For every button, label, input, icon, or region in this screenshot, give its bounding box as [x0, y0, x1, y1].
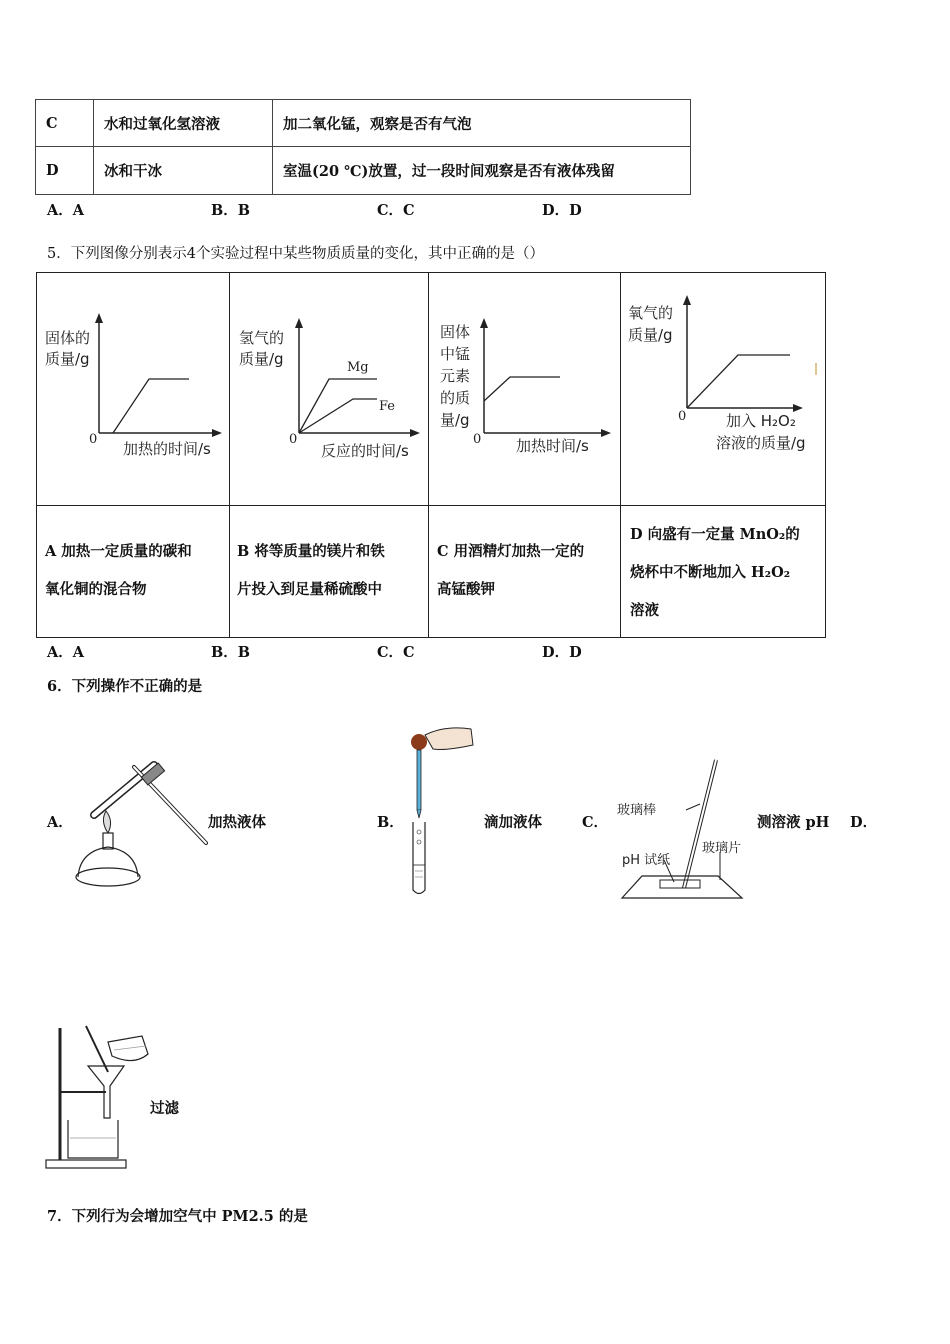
- desc-line: 烧杯中不断地加入 H₂O₂: [630, 564, 791, 581]
- option-a-letter[interactable]: A．: [47, 814, 73, 831]
- desc-d: [630, 516, 825, 630]
- y-label: 固体: [440, 323, 471, 341]
- desc-a: [45, 533, 227, 609]
- answer-a[interactable]: A．A: [47, 644, 85, 661]
- desc-line: A 加热一定质量的碳和: [45, 543, 192, 560]
- y-label: 氢气的: [239, 329, 285, 347]
- desc-c: [437, 533, 619, 609]
- y-label: 质量/g: [628, 326, 673, 344]
- mg-line-label: Mg: [347, 360, 369, 375]
- option-b-text: 滴加液体: [484, 814, 542, 831]
- option-c-letter[interactable]: C．: [582, 814, 609, 831]
- y-label: 质量/g: [239, 350, 284, 368]
- x-label: 溶液的质量/g: [716, 434, 806, 452]
- desc-line: D 向盛有一定量 MnO₂的: [630, 526, 800, 543]
- desc-line: 溶液: [630, 602, 659, 619]
- y-label: 量/g: [440, 411, 470, 429]
- option-a-text: 加热液体: [208, 814, 266, 831]
- option-c-text: 测溶液 pH: [757, 814, 830, 831]
- paper-label: pH 试纸: [622, 853, 671, 868]
- x-label: 加热的时间/s: [123, 440, 211, 458]
- x-label: 反应的时间/s: [321, 442, 409, 460]
- y-label: 固体的: [45, 329, 91, 347]
- origin-label: 0: [678, 409, 687, 424]
- y-label: 元素: [440, 367, 471, 385]
- q5-graph-table: [36, 272, 826, 638]
- y-label: 氧气的: [628, 304, 674, 322]
- desc-b: [237, 533, 427, 609]
- rod-label: 玻璃棒: [617, 803, 657, 818]
- ph-test-figure: [612, 752, 762, 902]
- q5-stem: 5．下列图像分别表示4个实验过程中某些物质质量的变化，其中正确的是（）: [47, 246, 544, 262]
- x-label: 加入 H₂O₂: [726, 412, 796, 430]
- desc-line: C 用酒精灯加热一定的: [437, 543, 585, 560]
- option-cell: D: [36, 147, 94, 195]
- answer-d[interactable]: D．D: [542, 644, 582, 661]
- row-divider: [37, 505, 825, 506]
- graph-b: [229, 273, 428, 505]
- origin-label: 0: [289, 432, 298, 447]
- option-cell: C: [36, 100, 94, 147]
- answer-a[interactable]: A．A: [47, 202, 85, 219]
- desc-line: 氧化铜的混合物: [45, 581, 147, 598]
- origin-label: 0: [89, 432, 98, 447]
- answer-c[interactable]: C．C: [377, 202, 415, 219]
- answer-d[interactable]: D．D: [542, 202, 582, 219]
- desc-line: B 将等质量的镁片和铁: [237, 543, 385, 560]
- q4-table: [35, 99, 691, 195]
- desc-line: 片投入到足量稀硫酸中: [237, 581, 382, 598]
- method-cell: 室温(20 ℃)放置，过一段时间观察是否有液体残留: [273, 147, 691, 195]
- dropper-figure: [405, 725, 480, 900]
- table-row: [36, 100, 691, 147]
- graph-c: [428, 273, 620, 505]
- heating-liquid-figure: [70, 755, 210, 895]
- option-d-text: 过滤: [150, 1100, 179, 1117]
- table-row: [36, 147, 691, 195]
- fe-line-label: Fe: [379, 399, 396, 414]
- answer-b[interactable]: B．B: [211, 644, 251, 661]
- answer-c[interactable]: C．C: [377, 644, 415, 661]
- graph-a: [37, 273, 229, 505]
- graph-d: [620, 273, 825, 505]
- substances-cell: 冰和干冰: [94, 147, 273, 195]
- y-label: 质量/g: [45, 350, 90, 368]
- q7-stem: 7．下列行为会增加空气中 PM2.5 的是: [47, 1208, 308, 1225]
- answer-b[interactable]: B．B: [211, 202, 251, 219]
- option-d-letter[interactable]: D．: [850, 814, 878, 831]
- desc-line: 高锰酸钾: [437, 581, 495, 598]
- plate-label: 玻璃片: [702, 841, 742, 856]
- y-label: 中锰: [440, 345, 471, 363]
- option-b-letter[interactable]: B．: [377, 814, 404, 831]
- x-label: 加热时间/s: [516, 437, 589, 455]
- origin-label: 0: [473, 432, 482, 447]
- method-cell: 加二氧化锰，观察是否有气泡: [273, 100, 691, 147]
- y-label: 的质: [440, 389, 471, 407]
- q6-stem: 6．下列操作不正确的是: [47, 678, 203, 695]
- filtration-figure: [42, 1020, 152, 1172]
- substances-cell: 水和过氧化氢溶液: [94, 100, 273, 147]
